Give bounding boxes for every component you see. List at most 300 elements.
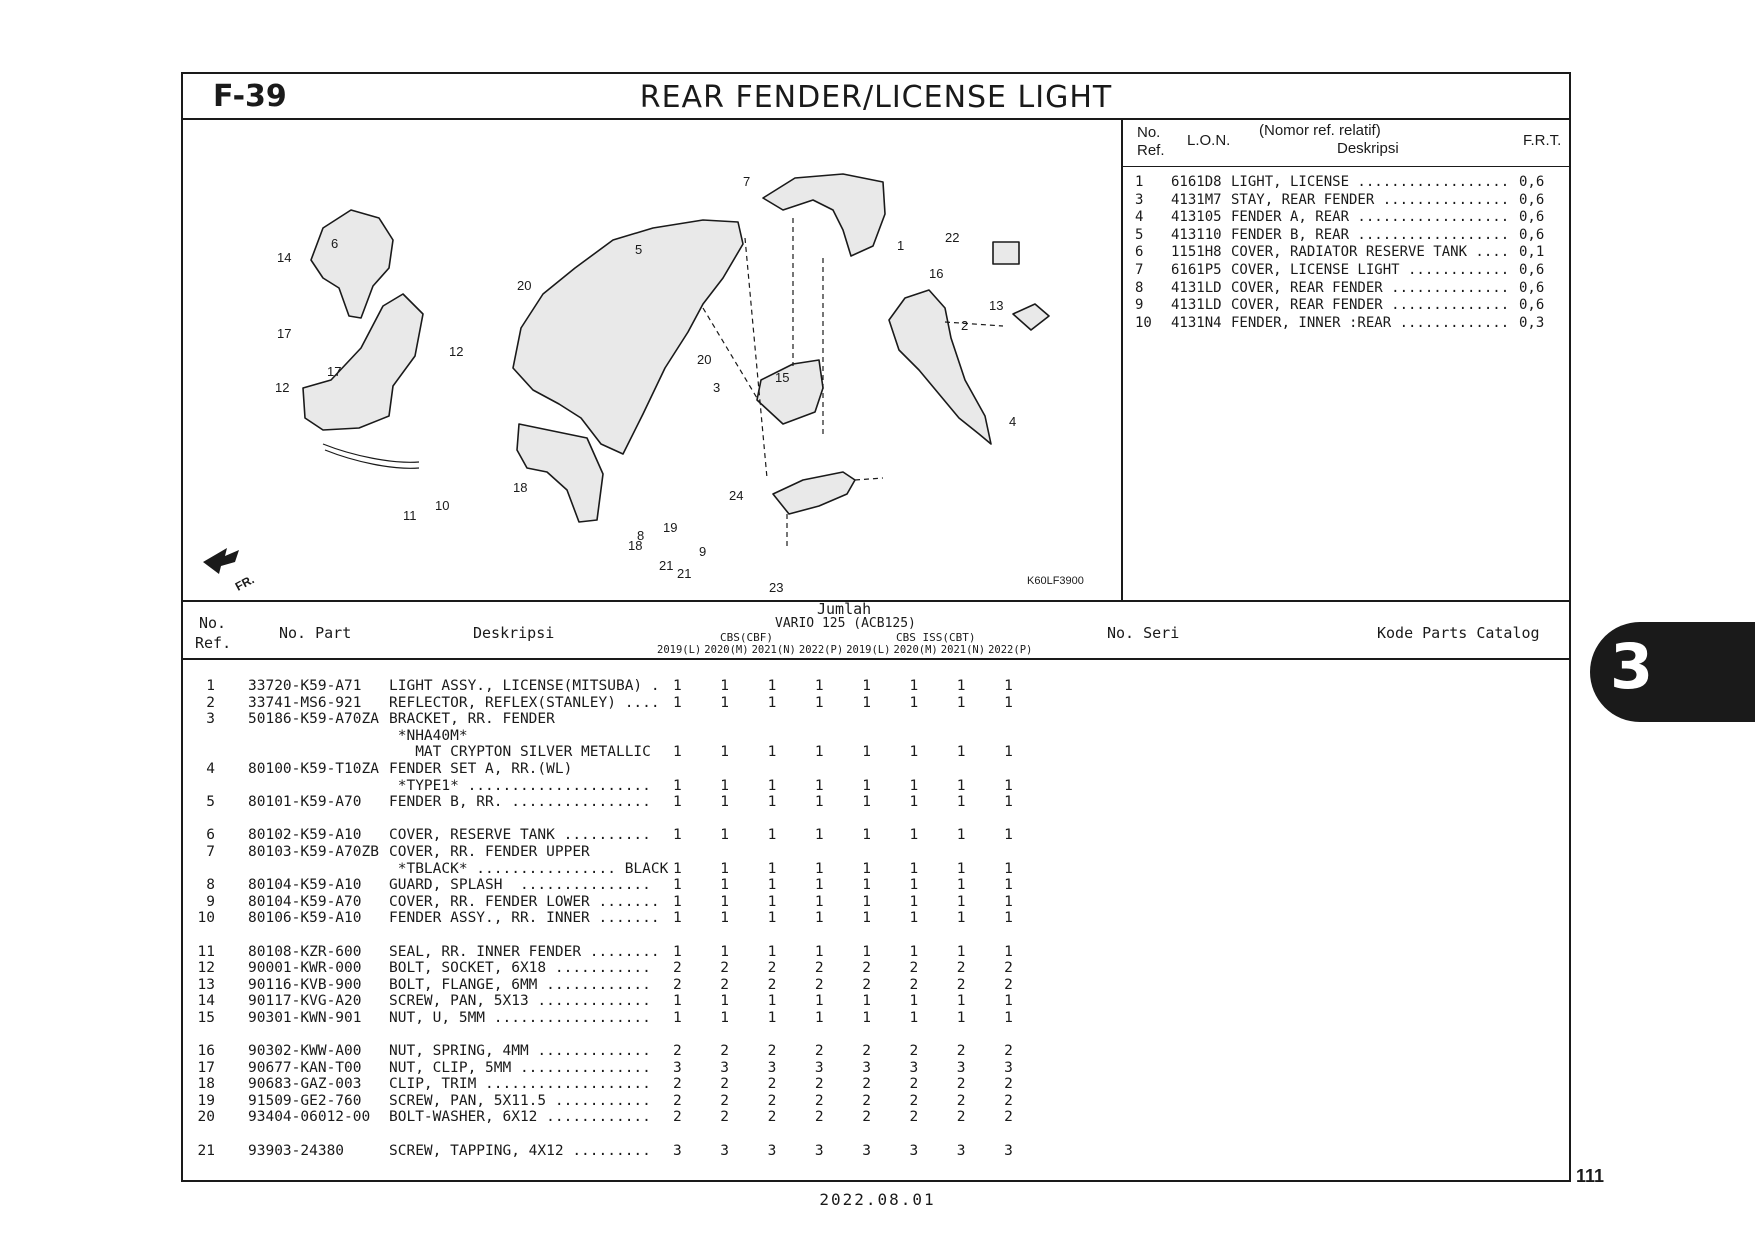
cell-qty: 1 — [956, 943, 966, 960]
cell-qty: 1 — [1004, 910, 1013, 927]
cell-qty: 2 — [814, 960, 824, 977]
cell-qty: 1 — [862, 943, 871, 960]
cell-desc: SCREW, PAN, 5X13 ............. — [389, 993, 651, 1010]
cell-part-no: 90301-KWN-901 — [248, 1009, 362, 1026]
cell-qty: 1 — [767, 877, 777, 894]
cell-qty: 2 — [1004, 1076, 1013, 1093]
cell-qty: 2 — [909, 1109, 919, 1126]
cell-qty: 1 — [767, 943, 777, 960]
cell-qty: 1 — [862, 993, 871, 1010]
cell-ref: 5 — [206, 794, 215, 811]
section-tab[interactable] — [1590, 622, 1755, 722]
row-spacer — [183, 927, 1569, 944]
cell-qty: 1 — [814, 794, 824, 811]
cell-qty: 1 — [673, 993, 682, 1010]
cell-part-no: 80104-K59-A10 — [248, 877, 362, 894]
cell-qty: 2 — [814, 1043, 824, 1060]
mini-cell-lon: 4131M7 — [1171, 191, 1222, 208]
mini-cell-lon: 413105 — [1171, 209, 1222, 226]
cell-qty: 1 — [767, 993, 777, 1010]
cell-part-no: 33720-K59-A71 — [248, 678, 362, 694]
cell-qty: 1 — [862, 678, 871, 694]
table-row — [183, 1093, 1569, 1110]
cell-part-no: 93903-24380 — [248, 1142, 345, 1159]
cell-qty: 2 — [720, 1092, 730, 1109]
part-8-shape — [517, 424, 603, 522]
callout-7: 7 — [743, 174, 751, 189]
cell-qty: 2 — [909, 976, 919, 993]
mini-cell-no: 6 — [1135, 244, 1144, 261]
cell-qty: 1 — [814, 744, 824, 761]
cell-ref: 1 — [206, 678, 215, 694]
cell-qty: 1 — [1004, 860, 1013, 877]
cell-qty: 2 — [1004, 976, 1013, 993]
cell-ref: 3 — [206, 711, 215, 728]
table-row — [183, 993, 1569, 1010]
table-row — [183, 894, 1569, 911]
cell-qty: 1 — [909, 777, 919, 794]
cell-qty: 1 — [1004, 777, 1013, 794]
mini-cell-no: 10 — [1135, 314, 1152, 331]
cell-desc: CLIP, TRIM ................... — [389, 1076, 651, 1093]
cell-qty: 2 — [956, 1109, 966, 1126]
cell-qty: 1 — [862, 694, 871, 711]
mini-header-rule — [1121, 166, 1569, 167]
cell-qty: 1 — [814, 877, 824, 894]
cell-desc: REFLECTOR, REFLEX(STANLEY) .... — [389, 694, 660, 711]
mini-cell-desc: FENDER A, REAR .................. — [1231, 209, 1510, 226]
cell-desc: FENDER B, RR. ................ — [389, 794, 651, 811]
callout-6: 6 — [331, 236, 339, 251]
cell-qty: 1 — [673, 893, 682, 910]
cell-ref: 15 — [197, 1009, 215, 1026]
cell-desc: *NHA40M* — [389, 727, 468, 744]
cell-qty: 3 — [956, 1059, 966, 1076]
row-spacer — [183, 1126, 1569, 1143]
th-year: 2021(N) — [940, 644, 986, 656]
cell-qty: 1 — [814, 943, 824, 960]
cell-qty: 1 — [673, 827, 682, 844]
mini-cell-frt: 0,6 — [1519, 174, 1545, 190]
callout-16: 16 — [929, 266, 944, 281]
table-row — [183, 1143, 1569, 1160]
mini-cell-lon: 6161D8 — [1171, 174, 1222, 190]
cell-qty: 2 — [956, 960, 966, 977]
cell-qty: 2 — [814, 1109, 824, 1126]
th-year: 2021(N) — [751, 644, 796, 656]
table-row — [183, 844, 1569, 861]
cell-desc: SCREW, TAPPING, 4X12 ......... — [389, 1142, 651, 1159]
cell-desc: FENDER ASSY., RR. INNER ....... — [389, 910, 660, 927]
cell-desc: COVER, RR. FENDER LOWER ....... — [389, 893, 660, 910]
part-1-shape — [993, 242, 1019, 264]
cell-part-no: 93404-06012-00 — [248, 1109, 371, 1126]
cell-desc: NUT, CLIP, 5MM ............... — [389, 1059, 651, 1076]
mini-cell-frt: 0,6 — [1519, 226, 1545, 243]
mini-cell-desc: STAY, REAR FENDER ............... — [1231, 191, 1510, 208]
cell-qty: 1 — [1004, 943, 1013, 960]
cell-qty: 1 — [673, 943, 682, 960]
mini-cell-frt: 0,1 — [1519, 244, 1545, 261]
table-row — [183, 827, 1569, 844]
cell-qty: 2 — [909, 960, 919, 977]
mini-cell-no: 1 — [1135, 174, 1144, 190]
cell-qty: 1 — [814, 993, 824, 1010]
cell-qty: 1 — [814, 827, 824, 844]
cell-ref: 16 — [197, 1043, 215, 1060]
mini-cell-lon: 4131LD — [1171, 279, 1222, 296]
mini-cell-desc: FENDER, INNER :REAR ............. — [1231, 314, 1510, 331]
cell-ref: 18 — [197, 1076, 215, 1093]
cell-qty: 2 — [1004, 960, 1013, 977]
cell-qty: 1 — [1004, 827, 1013, 844]
cell-part-no: 80103-K59-A70ZB — [248, 843, 379, 860]
cell-qty: 1 — [767, 777, 777, 794]
parts-table-header — [183, 602, 1569, 660]
cell-qty: 1 — [956, 993, 966, 1010]
cell-qty: 3 — [814, 1059, 824, 1076]
cell-desc: NUT, SPRING, 4MM ............. — [389, 1043, 651, 1060]
table-row — [183, 877, 1569, 894]
cell-part-no: 80104-K59-A70 — [248, 893, 362, 910]
callout-15: 15 — [775, 370, 790, 385]
cell-qty: 2 — [1004, 1109, 1013, 1126]
cell-qty: 1 — [673, 794, 682, 811]
cell-qty: 1 — [767, 827, 777, 844]
mini-cell-lon: 413110 — [1171, 226, 1222, 243]
table-row — [183, 678, 1569, 695]
cell-desc: SEAL, RR. INNER FENDER ........ — [389, 943, 660, 960]
th-year: 2020(M) — [893, 644, 938, 656]
cell-qty: 1 — [720, 893, 730, 910]
part-4-shape — [889, 290, 991, 444]
callout-22: 22 — [945, 230, 960, 245]
cell-qty: 1 — [720, 993, 730, 1010]
cell-qty: 1 — [956, 877, 966, 894]
callout-1: 1 — [897, 238, 905, 253]
page-frame — [181, 72, 1571, 1182]
page-number: 111 — [1576, 1166, 1605, 1186]
cell-part-no: 80100-K59-T10ZA — [248, 760, 379, 777]
cell-qty: 1 — [909, 943, 919, 960]
cell-qty: 1 — [720, 827, 730, 844]
cell-qty: 1 — [956, 1009, 966, 1026]
cell-ref: 12 — [197, 960, 215, 977]
th-jumlah: Jumlah — [817, 600, 872, 618]
table-row — [183, 728, 1569, 745]
mini-header-frt: F.R.T. — [1523, 132, 1562, 149]
callout-4: 4 — [1009, 414, 1017, 429]
cell-ref: 21 — [197, 1142, 215, 1159]
cell-qty: 1 — [1004, 678, 1013, 694]
th-part: No. Part — [279, 624, 352, 642]
cell-qty: 2 — [862, 960, 871, 977]
mini-header-relative: (Nomor ref. relatif) — [1259, 122, 1381, 139]
cell-qty: 1 — [767, 694, 777, 711]
cell-qty: 2 — [673, 960, 682, 977]
callout-14: 14 — [277, 250, 292, 265]
cell-qty: 3 — [720, 1142, 730, 1159]
mini-table-row — [1121, 209, 1569, 227]
cell-qty: 2 — [814, 1076, 824, 1093]
exploded-view-drawing — [183, 118, 1121, 600]
cell-part-no: 90117-KVG-A20 — [248, 993, 362, 1010]
mini-cell-lon: 6161P5 — [1171, 261, 1222, 278]
cell-qty: 1 — [862, 827, 871, 844]
page-title: REAR FENDER/LICENSE LIGHT — [639, 80, 1113, 115]
cell-qty: 1 — [720, 943, 730, 960]
cell-qty: 1 — [956, 893, 966, 910]
part-11-seal — [323, 444, 419, 462]
cell-desc: SCREW, PAN, 5X11.5 ........... — [389, 1092, 651, 1109]
cell-qty: 2 — [1004, 1092, 1013, 1109]
cell-ref: 2 — [206, 694, 215, 711]
cell-qty: 2 — [956, 976, 966, 993]
cell-qty: 3 — [767, 1059, 777, 1076]
cell-part-no: 80102-K59-A10 — [248, 827, 362, 844]
cell-qty: 1 — [956, 910, 966, 927]
mini-table-row — [1121, 262, 1569, 280]
cell-qty: 1 — [673, 678, 682, 694]
cell-qty: 1 — [767, 910, 777, 927]
mini-cell-desc: COVER, REAR FENDER .............. — [1231, 297, 1510, 314]
cell-qty: 2 — [673, 1092, 682, 1109]
part-6-shape — [311, 210, 393, 318]
mini-cell-no: 8 — [1135, 279, 1144, 296]
cell-qty: 2 — [767, 976, 777, 993]
cell-part-no: 80108-KZR-600 — [248, 943, 362, 960]
cell-part-no: 50186-K59-A70ZA — [248, 711, 379, 728]
cell-qty: 1 — [814, 777, 824, 794]
table-row — [183, 977, 1569, 994]
cell-qty: 1 — [767, 1009, 777, 1026]
th-year: 2019(L) — [657, 644, 702, 656]
cell-qty: 1 — [720, 744, 730, 761]
mini-cell-desc: COVER, REAR FENDER .............. — [1231, 279, 1510, 296]
mini-table-row — [1121, 174, 1569, 192]
cell-qty: 1 — [673, 744, 682, 761]
cell-qty: 2 — [673, 1043, 682, 1060]
cell-desc: MAT CRYPTON SILVER METALLIC — [389, 744, 651, 761]
cell-qty: 1 — [862, 910, 871, 927]
cell-qty: 1 — [720, 910, 730, 927]
mini-cell-desc: LIGHT, LICENSE .................. — [1231, 174, 1510, 190]
cell-qty: 2 — [814, 976, 824, 993]
title-bar — [183, 74, 1569, 120]
table-row — [183, 861, 1569, 878]
cell-desc: GUARD, SPLASH ............... — [389, 877, 651, 894]
callout-23: 23 — [769, 580, 784, 595]
mini-cell-frt: 0,6 — [1519, 297, 1545, 314]
cell-desc: BOLT-WASHER, 6X12 ............ — [389, 1109, 651, 1126]
cell-qty: 1 — [1004, 893, 1013, 910]
mini-cell-no: 9 — [1135, 297, 1144, 314]
callout-3: 3 — [713, 380, 721, 395]
part-2-shape — [1013, 304, 1049, 330]
cell-qty: 3 — [1004, 1142, 1013, 1159]
part-5-shape — [513, 220, 743, 454]
callout-24: 24 — [729, 488, 744, 503]
callout-21: 21 — [677, 566, 692, 581]
section-tab-label: 3 — [1610, 630, 1654, 703]
footer-date: 2022.08.01 — [819, 1190, 936, 1209]
th-model: VARIO 125 (ACB125) — [775, 616, 916, 631]
cell-qty: 1 — [1004, 993, 1013, 1010]
table-row — [183, 960, 1569, 977]
cell-qty: 2 — [862, 1109, 871, 1126]
cell-part-no: 90302-KWW-A00 — [248, 1043, 362, 1060]
cell-qty: 1 — [956, 777, 966, 794]
cell-qty: 1 — [956, 678, 966, 694]
cell-qty: 1 — [956, 744, 966, 761]
cell-qty: 1 — [909, 993, 919, 1010]
mini-header-ref: Ref. — [1137, 142, 1165, 159]
cell-qty: 1 — [814, 910, 824, 927]
cell-qty: 1 — [1004, 744, 1013, 761]
cell-part-no: 90683-GAZ-003 — [248, 1076, 362, 1093]
part-7-shape — [763, 174, 885, 256]
callout-8: 8 — [637, 528, 645, 543]
cell-part-no: 90116-KVB-900 — [248, 976, 362, 993]
cell-qty: 2 — [862, 1076, 871, 1093]
cell-qty: 1 — [909, 827, 919, 844]
mini-header-desc: Deskripsi — [1337, 140, 1399, 157]
drawing-code: K60LF3900 — [1027, 575, 1084, 587]
cell-qty: 1 — [673, 877, 682, 894]
cell-qty: 1 — [909, 678, 919, 694]
mini-cell-desc: COVER, LICENSE LIGHT ............ — [1231, 261, 1510, 278]
th-year: 2019(L) — [846, 644, 891, 656]
cell-qty: 1 — [814, 860, 824, 877]
cell-qty: 1 — [1004, 877, 1013, 894]
mini-cell-no: 3 — [1135, 191, 1144, 208]
th-group-cbs: CBS(CBF) — [720, 631, 773, 644]
cell-qty: 1 — [814, 1009, 824, 1026]
cell-qty: 1 — [956, 860, 966, 877]
cell-ref: 10 — [197, 910, 215, 927]
callout-20: 20 — [697, 352, 712, 367]
cell-qty: 1 — [909, 910, 919, 927]
cell-qty: 1 — [909, 893, 919, 910]
cell-qty: 1 — [814, 694, 824, 711]
cell-qty: 2 — [909, 1092, 919, 1109]
mini-cell-no: 7 — [1135, 261, 1144, 278]
cell-qty: 1 — [909, 860, 919, 877]
cell-qty: 2 — [720, 1043, 730, 1060]
cell-qty: 3 — [1004, 1059, 1013, 1076]
cell-qty: 1 — [767, 678, 777, 694]
table-row — [183, 761, 1569, 778]
cell-qty: 3 — [862, 1142, 871, 1159]
cell-qty: 3 — [720, 1059, 730, 1076]
front-arrow — [203, 548, 239, 574]
cell-qty: 2 — [720, 976, 730, 993]
th-serial: No. Seri — [1107, 624, 1180, 642]
cell-qty: 2 — [1004, 1043, 1013, 1060]
table-row — [183, 778, 1569, 795]
cell-qty: 3 — [956, 1142, 966, 1159]
cell-qty: 1 — [909, 694, 919, 711]
mini-table-body — [1121, 174, 1569, 332]
mini-cell-frt: 0,6 — [1519, 279, 1545, 296]
row-spacer — [183, 811, 1569, 828]
table-row — [183, 695, 1569, 712]
table-row — [183, 944, 1569, 961]
cell-qty: 3 — [909, 1059, 919, 1076]
cell-ref: 13 — [197, 976, 215, 993]
table-row — [183, 794, 1569, 811]
cell-qty: 2 — [814, 1092, 824, 1109]
cell-qty: 1 — [673, 860, 682, 877]
cell-qty: 2 — [862, 1092, 871, 1109]
callout-12: 12 — [275, 380, 290, 395]
cell-qty: 2 — [673, 976, 682, 993]
callout-9: 9 — [699, 544, 707, 559]
callout-17: 17 — [327, 364, 342, 379]
th-catalog: Kode Parts Catalog — [1377, 624, 1540, 642]
cell-qty: 2 — [720, 1109, 730, 1126]
cell-qty: 1 — [956, 827, 966, 844]
cell-qty: 2 — [956, 1076, 966, 1093]
cell-ref: 8 — [206, 877, 215, 894]
cell-part-no: 80101-K59-A70 — [248, 794, 362, 811]
cell-qty: 1 — [909, 877, 919, 894]
cell-qty: 1 — [862, 744, 871, 761]
cell-qty: 2 — [956, 1043, 966, 1060]
cell-qty: 1 — [862, 893, 871, 910]
cell-qty: 1 — [909, 744, 919, 761]
cell-qty: 2 — [767, 1109, 777, 1126]
callout-18: 18 — [628, 538, 643, 553]
part-9-shape — [773, 472, 855, 514]
cell-ref: 19 — [197, 1092, 215, 1109]
mini-cell-frt: 0,6 — [1519, 261, 1545, 278]
table-row — [183, 711, 1569, 728]
cell-qty: 1 — [956, 694, 966, 711]
mini-cell-lon: 4131N4 — [1171, 314, 1222, 331]
th-group-cbs-iss: CBS ISS(CBT) — [896, 631, 976, 644]
cell-qty: 2 — [720, 1076, 730, 1093]
cell-desc: NUT, U, 5MM .................. — [389, 1009, 651, 1026]
cell-ref: 9 — [206, 893, 215, 910]
cell-qty: 2 — [767, 1076, 777, 1093]
cell-qty: 1 — [720, 877, 730, 894]
callout-17: 17 — [277, 326, 292, 341]
cell-part-no: 91509-GE2-760 — [248, 1092, 362, 1109]
cell-qty: 1 — [673, 694, 682, 711]
cell-ref: 17 — [197, 1059, 215, 1076]
cell-desc: FENDER SET A, RR.(WL) — [389, 760, 573, 777]
callout-20: 20 — [517, 278, 532, 293]
cell-ref: 20 — [197, 1109, 215, 1126]
cell-qty: 2 — [673, 1109, 682, 1126]
cell-qty: 3 — [767, 1142, 777, 1159]
callout-13: 13 — [989, 298, 1004, 313]
callout-11: 11 — [403, 508, 417, 523]
table-row — [183, 1076, 1569, 1093]
cell-qty: 1 — [862, 777, 871, 794]
table-row — [183, 1010, 1569, 1027]
cell-qty: 1 — [720, 777, 730, 794]
cell-qty: 2 — [862, 1043, 871, 1060]
cell-desc: COVER, RESERVE TANK .......... — [389, 827, 651, 844]
cell-qty: 1 — [720, 678, 730, 694]
front-label: FR. — [232, 572, 257, 594]
cell-qty: 3 — [814, 1142, 824, 1159]
parts-table-body — [183, 678, 1569, 1159]
th-year: 2020(M) — [704, 644, 749, 656]
cell-qty: 1 — [673, 1009, 682, 1026]
